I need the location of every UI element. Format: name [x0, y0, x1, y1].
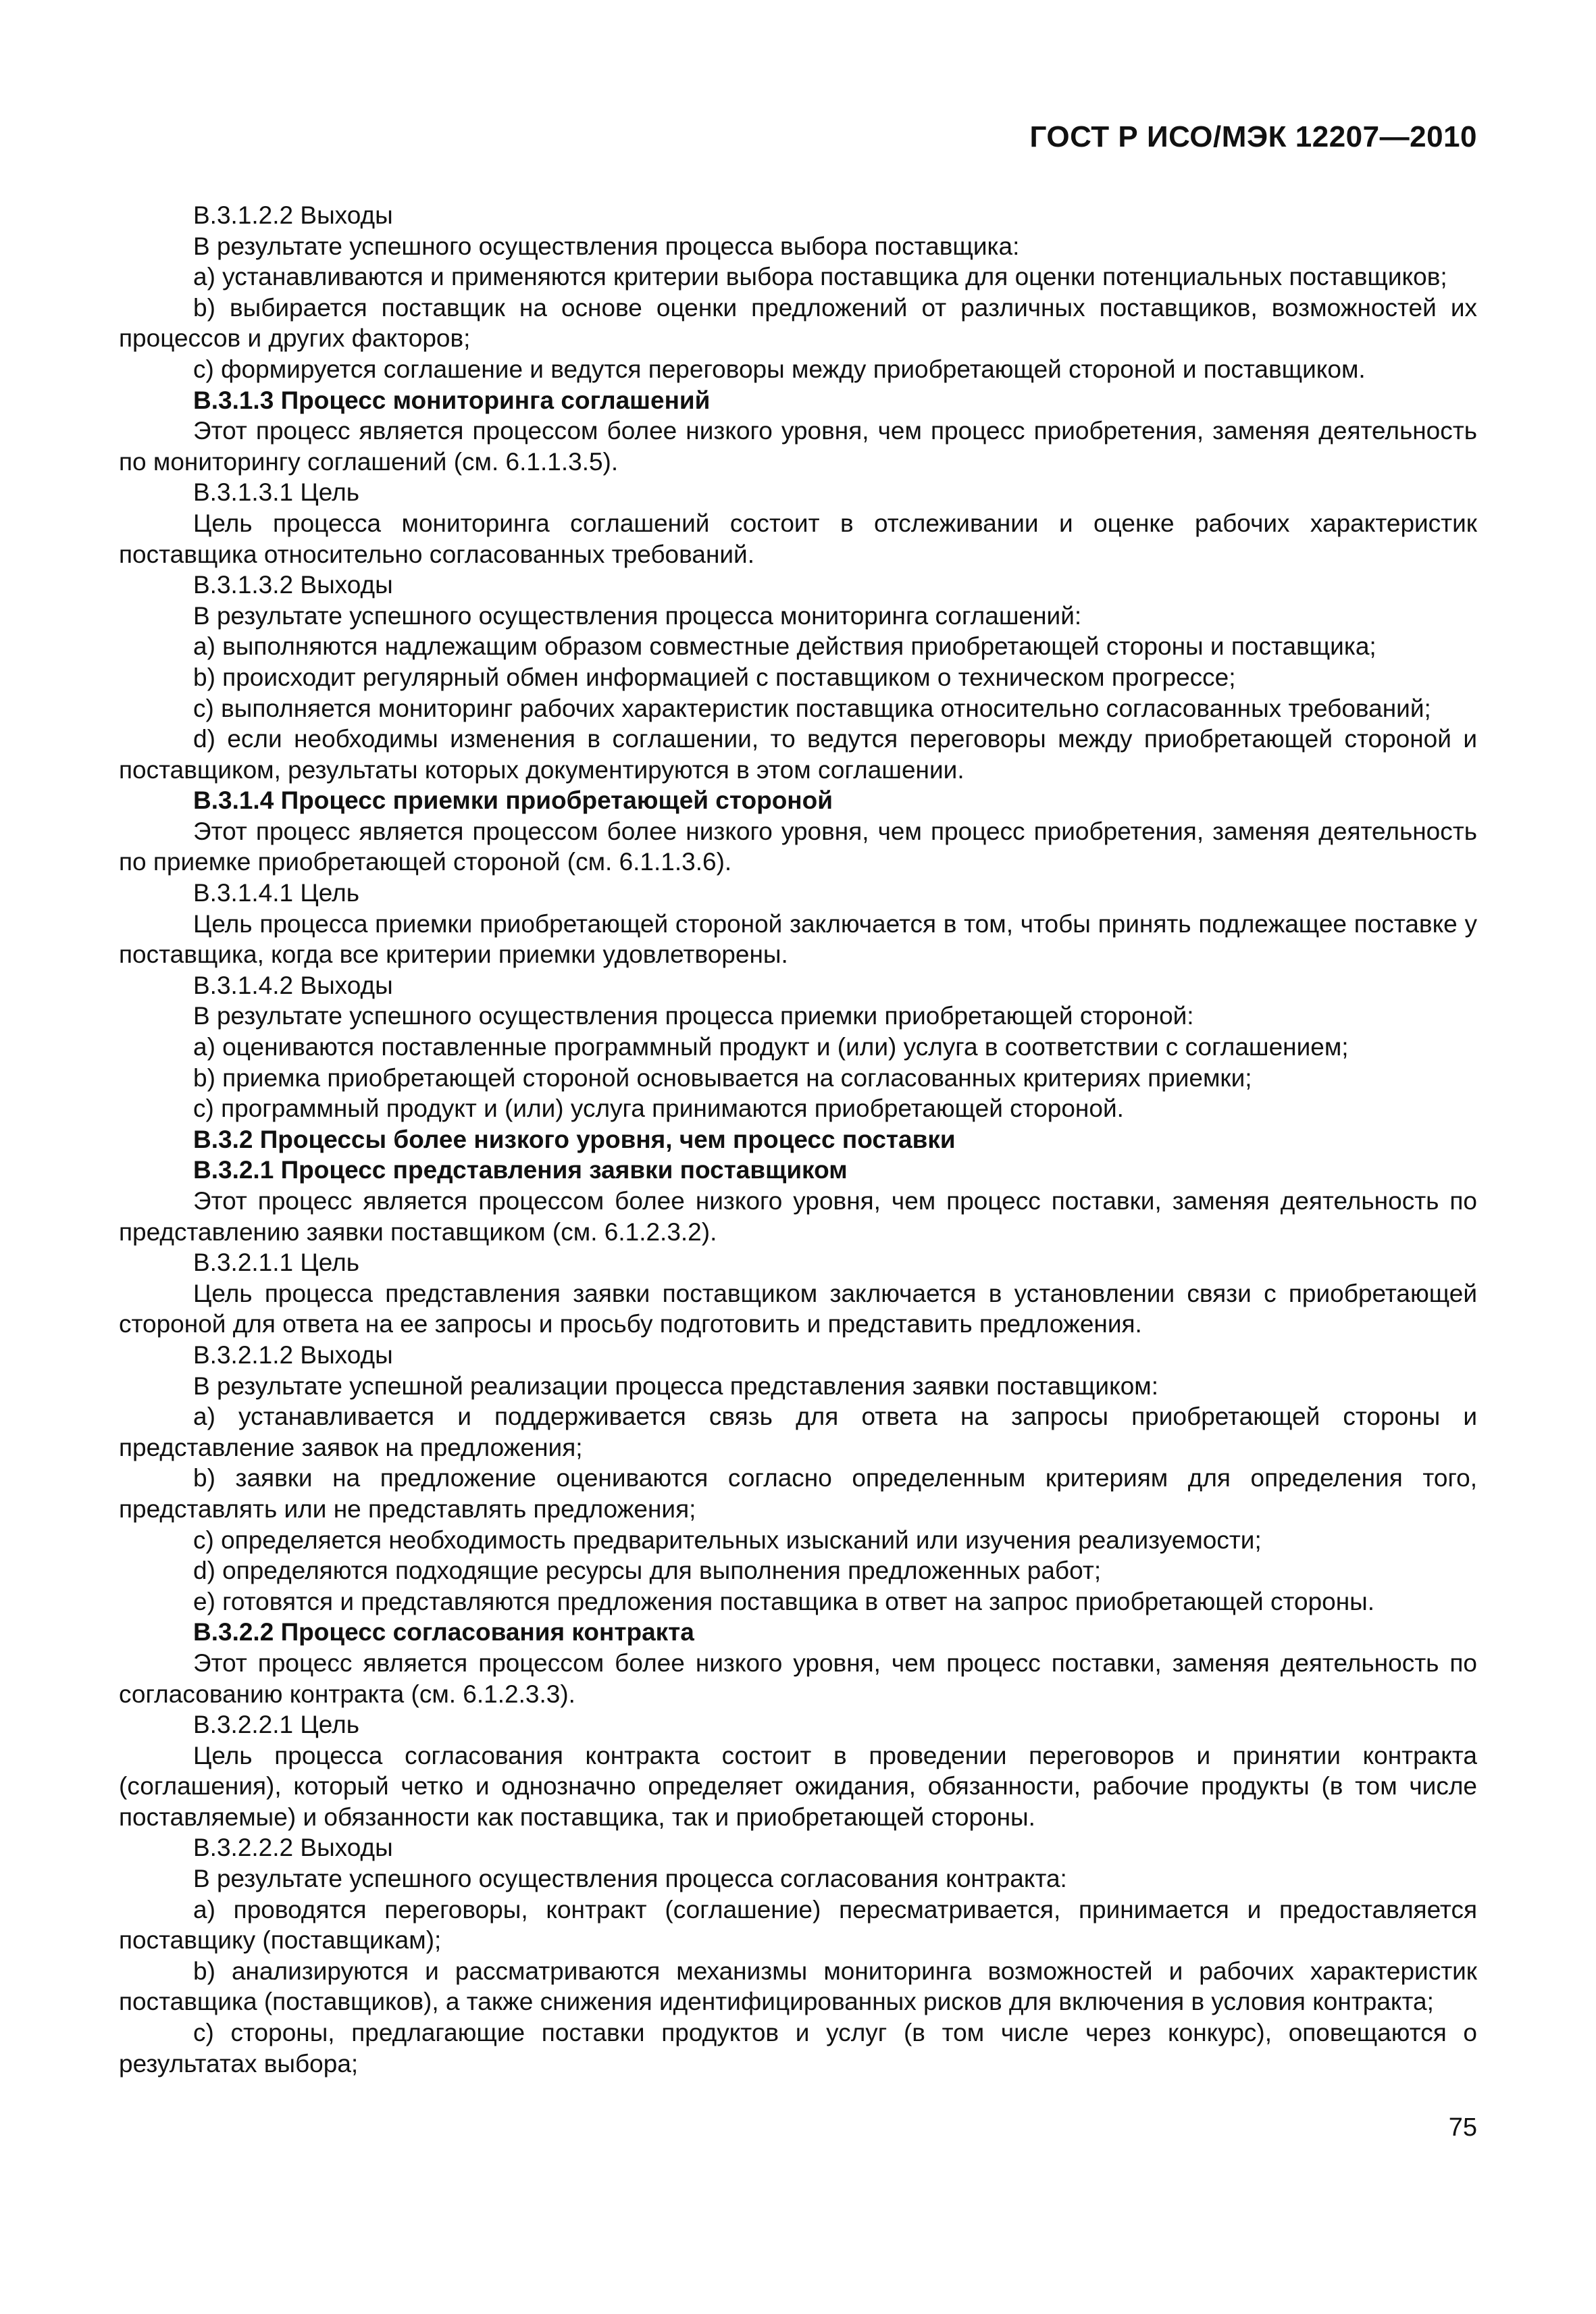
- section-heading: B.3.2.2 Процесс согласования контракта: [193, 1618, 694, 1646]
- paragraph: Цель процесса мониторинга соглашений состоит в отслеживании и оценке рабочих характеристик поставщика относительно согласованных требований.: [119, 509, 1477, 568]
- paragraph: B.3.2.2.1 Цель: [193, 1711, 359, 1739]
- paragraph: a) выполняются надлежащим образом совместные действия приобретающей стороны и поставщика;: [193, 632, 1376, 661]
- paragraph: В результате успешного осуществления процесса мониторинга соглашений:: [193, 601, 1082, 630]
- paragraph: Цель процесса представления заявки поставщиком заключается в установлении связи с приобретающей стороной для ответа на ее запросы и просьбу подготовить и представить предложения.: [119, 1279, 1477, 1338]
- paragraph: В результате успешного осуществления процесса выбора поставщика:: [193, 232, 1020, 260]
- paragraph: B.3.1.2.2 Выходы: [193, 201, 393, 229]
- section-heading: B.3.2.1 Процесс представления заявки поставщиком: [193, 1156, 848, 1184]
- paragraph: B.3.2.1.2 Выходы: [193, 1340, 393, 1369]
- paragraph: b) заявки на предложение оцениваются согласно определенным критериям для определения того, представлять или не представлять предложения;: [119, 1464, 1477, 1523]
- paragraph: c) определяется необходимость предварительных изысканий или изучения реализуемости;: [193, 1526, 1262, 1554]
- paragraph: Цель процесса согласования контракта состоит в проведении переговоров и принятии контракта (соглашения), который четко и однозначно определяет ожидания, обязанности, рабочие продукты (в том числе поставляемые) и обязанности как поставщика, так и приобретающей стороны.: [119, 1741, 1477, 1831]
- paragraph: c) стороны, предлагающие поставки продуктов и услуг (в том числе через конкурс), оповещаются о результатах выбора;: [119, 2019, 1477, 2078]
- section-heading: B.3.1.3 Процесс мониторинга соглашений: [193, 386, 711, 414]
- document-body: [119, 200, 1477, 2079]
- paragraph: c) программный продукт и (или) услуга принимаются приобретающей стороной.: [193, 1095, 1124, 1123]
- paragraph: e) готовятся и представляются предложения поставщика в ответ на запрос приобретающей стороны.: [193, 1587, 1375, 1615]
- section-heading: B.3.2 Процессы более низкого уровня, чем процесс поставки: [193, 1125, 956, 1153]
- paragraph: b) происходит регулярный обмен информацией с поставщиком о техническом прогрессе;: [193, 663, 1236, 691]
- paragraph: Цель процесса приемки приобретающей стороной заключается в том, чтобы принять подлежащее поставке у поставщика, когда все критерии приемки удовлетворены.: [119, 909, 1477, 969]
- paragraph: a) проводятся переговоры, контракт (соглашение) пересматривается, принимается и предоставляется поставщику (поставщикам);: [119, 1895, 1477, 1955]
- paragraph: В результате успешного осуществления процесса согласования контракта:: [193, 1865, 1067, 1893]
- paragraph: B.3.1.4.2 Выходы: [193, 971, 393, 999]
- paragraph: b) анализируются и рассматриваются механизмы мониторинга возможностей и рабочих характеристик поставщика (поставщиков), а также снижения идентифицированных рисков для включения в условия контракта;: [119, 1957, 1477, 2016]
- paragraph: B.3.2.1.1 Цель: [193, 1249, 359, 1277]
- paragraph: Этот процесс является процессом более низкого уровня, чем процесс поставки, заменяя деятельность по представлению заявки поставщиком (см. 6.1.2.3.2).: [119, 1187, 1477, 1246]
- page-number: 75: [1448, 2113, 1477, 2142]
- paragraph: B.3.1.3.2 Выходы: [193, 571, 393, 599]
- paragraph: Этот процесс является процессом более низкого уровня, чем процесс приобретения, заменяя деятельность по приемке приобретающей стороной (см. 6.1.1.3.6).: [119, 817, 1477, 876]
- paragraph: В результате успешного осуществления процесса приемки приобретающей стороной:: [193, 1002, 1194, 1030]
- paragraph: c) формируется соглашение и ведутся переговоры между приобретающей стороной и поставщиком.: [193, 355, 1366, 383]
- paragraph: c) выполняется мониторинг рабочих характеристик поставщика относительно согласованных требований;: [193, 694, 1431, 722]
- paragraph: Этот процесс является процессом более низкого уровня, чем процесс приобретения, заменяя деятельность по мониторингу соглашений (см. 6.1.1.3.5).: [119, 417, 1477, 476]
- page-header-standard-id: ГОСТ Р ИСО/МЭК 12207—2010: [1029, 120, 1477, 153]
- paragraph: a) устанавливаются и применяются критерии выбора поставщика для оценки потенциальных поставщиков;: [193, 263, 1447, 291]
- section-heading: B.3.1.4 Процесс приемки приобретающей стороной: [193, 786, 833, 815]
- paragraph: d) определяются подходящие ресурсы для выполнения предложенных работ;: [193, 1557, 1102, 1585]
- paragraph: B.3.2.2.2 Выходы: [193, 1834, 393, 1862]
- paragraph: a) устанавливается и поддерживается связь для ответа на запросы приобретающей стороны и представление заявок на предложения;: [119, 1403, 1477, 1461]
- paragraph: b) выбирается поставщик на основе оценки предложений от различных поставщиков, возможностей их процессов и других факторов;: [119, 293, 1477, 353]
- paragraph: Этот процесс является процессом более низкого уровня, чем процесс поставки, заменяя деятельность по согласованию контракта (см. 6.1.2.3.3).: [119, 1649, 1477, 1708]
- paragraph: B.3.1.3.1 Цель: [193, 478, 359, 507]
- paragraph: B.3.1.4.1 Цель: [193, 879, 359, 907]
- paragraph: a) оцениваются поставленные программный продукт и (или) услуга в соответствии с соглашением;: [193, 1033, 1349, 1061]
- paragraph: В результате успешной реализации процесса представления заявки поставщиком:: [193, 1372, 1158, 1400]
- paragraph: d) если необходимы изменения в соглашении, то ведутся переговоры между приобретающей стороной и поставщиком, результаты которых документируются в этом соглашении.: [119, 725, 1477, 784]
- paragraph: b) приемка приобретающей стороной основывается на согласованных критериях приемки;: [193, 1063, 1252, 1092]
